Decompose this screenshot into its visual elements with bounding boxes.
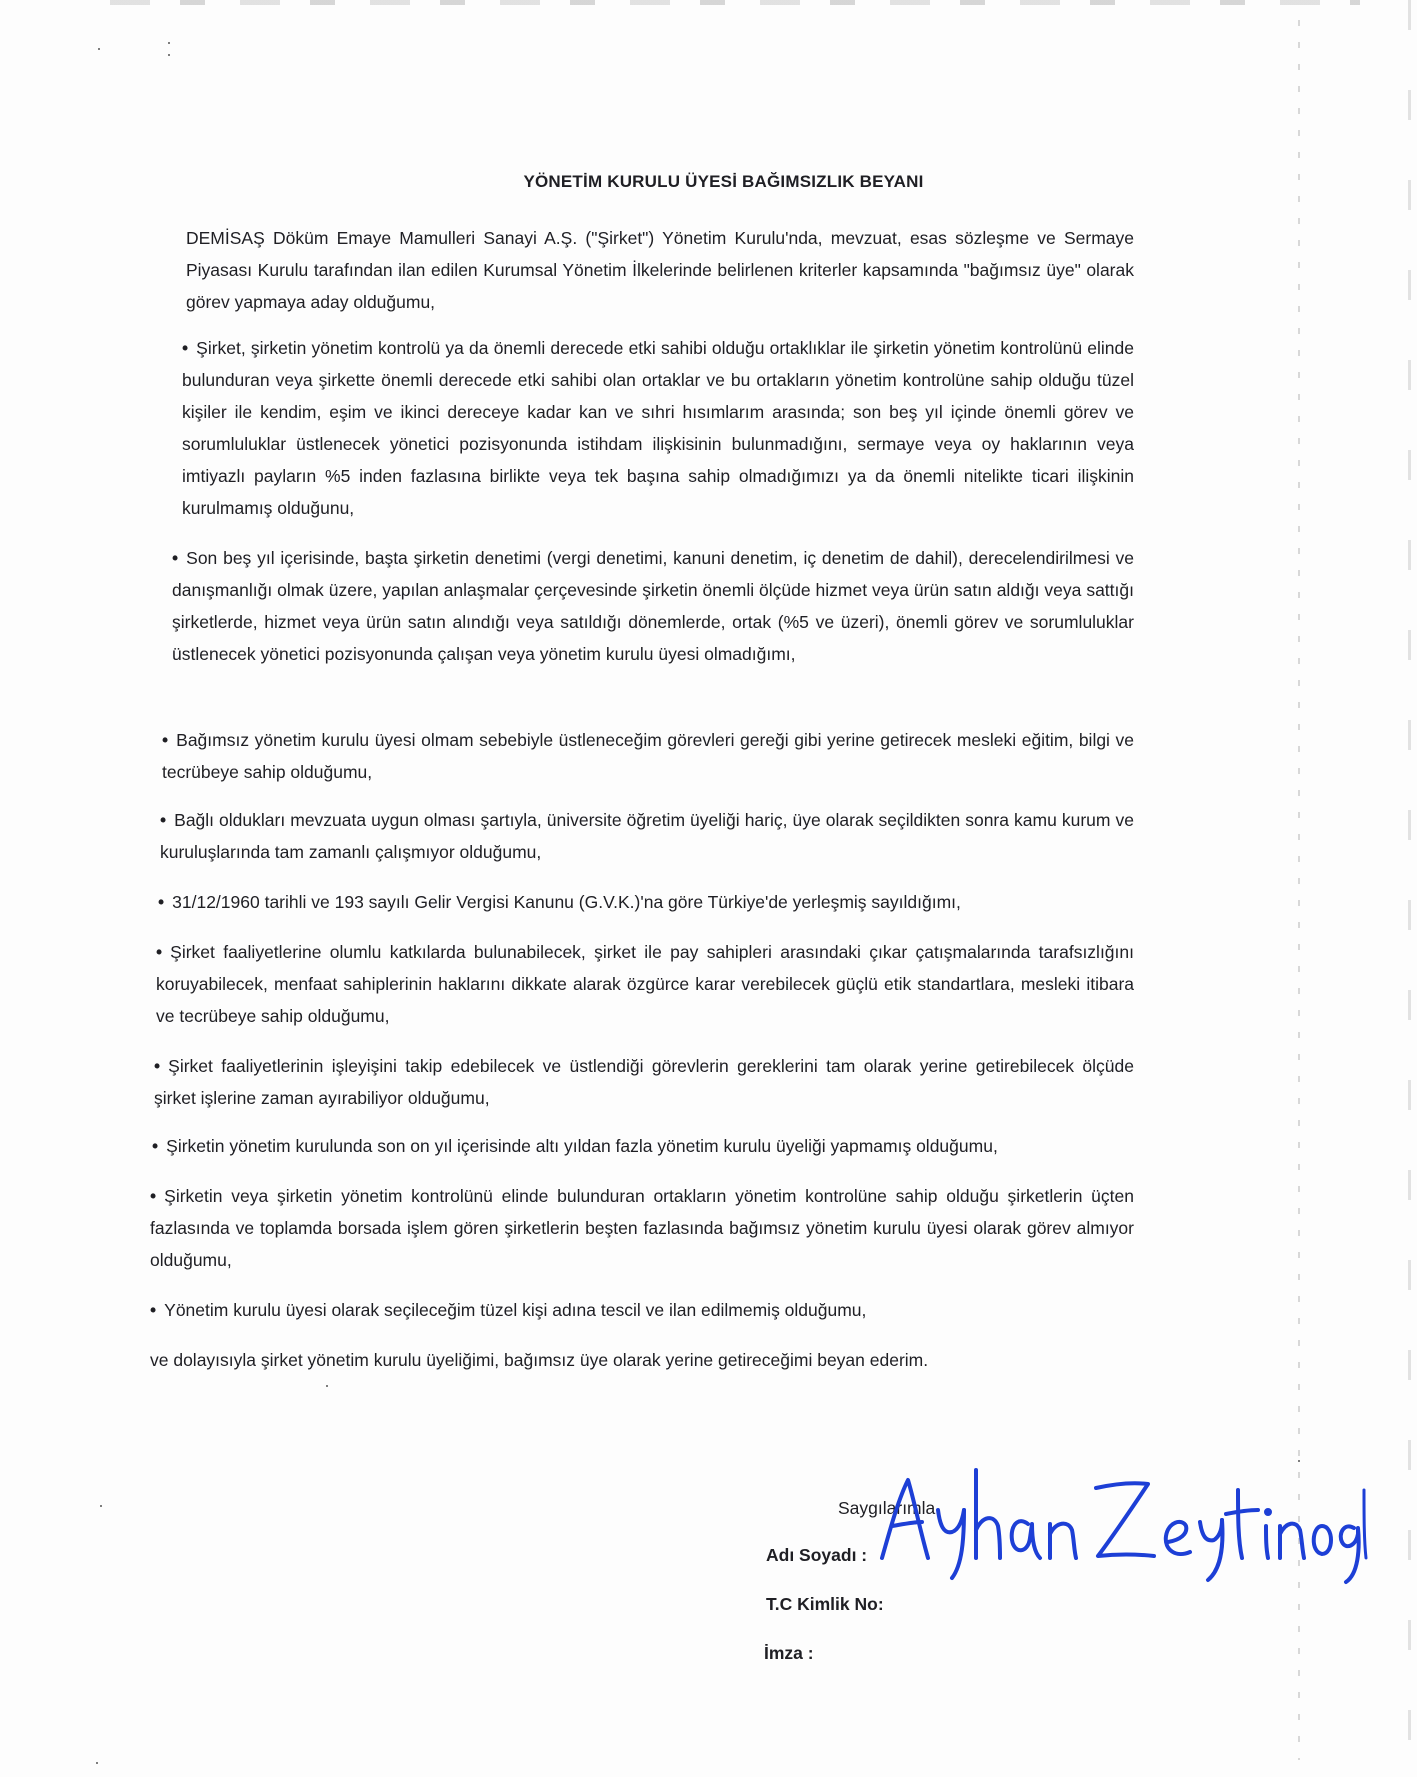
- declaration-text: Bağlı oldukları mevzuata uygun olması şartıyla, üniversite öğretim üyeliği hariç, üye olarak seçildikten sonra kamu kurum ve kuruluşlarında tam zamanlı çalışmıyor olduğumu,: [160, 810, 1134, 862]
- handwritten-name-signature: [870, 1430, 1370, 1590]
- declaration-item-8: [152, 1130, 1134, 1162]
- name-label: Adı Soyadı :: [766, 1545, 868, 1565]
- bullet-icon: •: [162, 730, 169, 750]
- declaration-text: Son beş yıl içerisinde, başta şirketin denetimi (vergi denetimi, kanuni denetim, iç denetim de dahil), derecelendirilmesi ve danışmanlığı olmak üzere, yapılan anlaşmalar çerçevesinde şirketin önemli ölçüde hizmet veya ürün satın aldığı veya sattığı şirketlerde, hizmet veya ürün satın alındığı veya satıldığı dönemlerde, ortak (%5 ve üzeri), önemli görev ve sorumluluklar üstlenecek yönetici pozisyonunda çalışan veya yönetim kurulu üyesi olmadığımı,: [172, 548, 1134, 664]
- intro-paragraph: DEMİSAŞ Döküm Emaye Mamulleri Sanayi A.Ş. ("Şirket") Yönetim Kurulu'nda, mevzuat, esas sözleşme ve Sermaye Piyasası Kurulu tarafından ilan edilen Kurumsal Yönetim İlkelerinde belirlenen kriterler kapsamında "bağımsız üye" olarak görev yapmaya aday olduğumu,: [186, 228, 1134, 312]
- bullet-icon: •: [154, 1056, 161, 1076]
- declaration-item-7: [154, 1050, 1134, 1114]
- scan-speck: [98, 48, 100, 50]
- scan-edge-right-outer: [1408, 0, 1411, 1777]
- scan-speck: [96, 1762, 98, 1764]
- declaration-item-3: [162, 724, 1134, 788]
- scan-speck: [326, 1385, 328, 1387]
- declaration-text: Şirket, şirketin yönetim kontrolü ya da önemli derecede etki sahibi olduğu ortaklıklar ile şirketin yönetim kontrolünü elinde bulunduran veya şirkette önemli derecede etki sahibi olan ortaklar ve bu ortakların yönetim kontrolüne sahip olduğu tüzel kişiler ile kendim, eşim ve ikinci dereceye kadar kan ve sıhri hısımlarım arasında; son beş yıl içinde önemli görev ve sorumluluklar üstlenecek yönetici pozisyonunda istihdam ilişkisinin bulunmadığını, sermaye veya oy haklarının veya imtiyazlı payların %5 inden fazlasına birlikte veya tek başına sahip olmadığımızı ya da önemli nitelikte ticari ilişkinin kurulmamış olduğunu,: [182, 338, 1134, 518]
- bullet-icon: •: [156, 942, 163, 962]
- bullet-icon: •: [182, 338, 189, 358]
- document-title: YÖNETİM KURULU ÜYESİ BAĞIMSIZLIK BEYANI: [523, 172, 924, 191]
- declaration-text: Şirketin yönetim kurulunda son on yıl içerisinde altı yıldan fazla yönetim kurulu üyeliği yapmamış olduğumu,: [166, 1136, 998, 1156]
- declaration-text: Bağımsız yönetim kurulu üyesi olmam sebebiyle üstleneceğim görevleri gereği gibi yerine getirecek mesleki eğitim, bilgi ve tecrübeye sahip olduğumu,: [162, 730, 1134, 782]
- bullet-icon: •: [150, 1300, 157, 1320]
- declaration-item-9: [150, 1180, 1134, 1276]
- declaration-item-6: [156, 936, 1134, 1032]
- declaration-text: 31/12/1960 tarihli ve 193 sayılı Gelir Vergisi Kanunu (G.V.K.)'na göre Türkiye'de yerleşmiş sayıldığımı,: [172, 892, 961, 912]
- bullet-icon: •: [172, 548, 179, 568]
- declaration-item-2: [172, 542, 1134, 670]
- declaration-text: Şirket faaliyetlerine olumlu katkılarda bulunabilecek, şirket ile pay sahipleri arasındaki çıkar çatışmalarında tarafsızlığını koruyabilecek, menfaat sahiplerinin haklarını dikkate alarak özgürce karar verebilecek güçlü etik standartlara, mesleki itibara ve tecrübeye sahip olduğumu,: [156, 942, 1134, 1026]
- declaration-item-5: [158, 886, 1134, 918]
- bullet-icon: •: [152, 1136, 159, 1156]
- scan-speck: [168, 42, 170, 44]
- bullet-icon: •: [160, 810, 167, 830]
- signature-label: İmza :: [764, 1643, 814, 1663]
- declaration-item-4: [160, 804, 1134, 868]
- bullet-icon: •: [150, 1186, 157, 1206]
- conclusion-paragraph: ve dolayısıyla şirket yönetim kurulu üyeliğimi, bağımsız üye olarak yerine getireceğimi beyan ederim.: [150, 1350, 929, 1370]
- closing-salutation: Saygılarımla,: [838, 1498, 941, 1518]
- scan-edge-top: [110, 0, 1360, 5]
- declaration-text: Şirket faaliyetlerinin işleyişini takip edebilecek ve üstlendiği görevlerin gereklerini tam olarak yerine getirebilecek ölçüde şirket işlerine zaman ayırabiliyor olduğumu,: [154, 1056, 1134, 1108]
- tc-id-label: T.C Kimlik No:: [766, 1594, 884, 1614]
- bullet-icon: •: [158, 892, 165, 912]
- scan-speck: [100, 1505, 102, 1507]
- declaration-item-1: [182, 332, 1134, 524]
- scan-speck: [168, 54, 170, 56]
- declaration-text: Şirketin veya şirketin yönetim kontrolünü elinde bulunduran ortakların yönetim kontrolüne sahip olduğu şirketlerin üçten fazlasında ve toplamda borsada işlem gören şirketlerin beşten fazlasında bağımsız yönetim kurulu üyesi olarak görev almıyor olduğumu,: [150, 1186, 1134, 1270]
- declaration-text: Yönetim kurulu üyesi olarak seçileceğim tüzel kişi adına tescil ve ilan edilmemiş olduğumu,: [164, 1300, 867, 1320]
- declaration-item-10: [150, 1294, 1134, 1326]
